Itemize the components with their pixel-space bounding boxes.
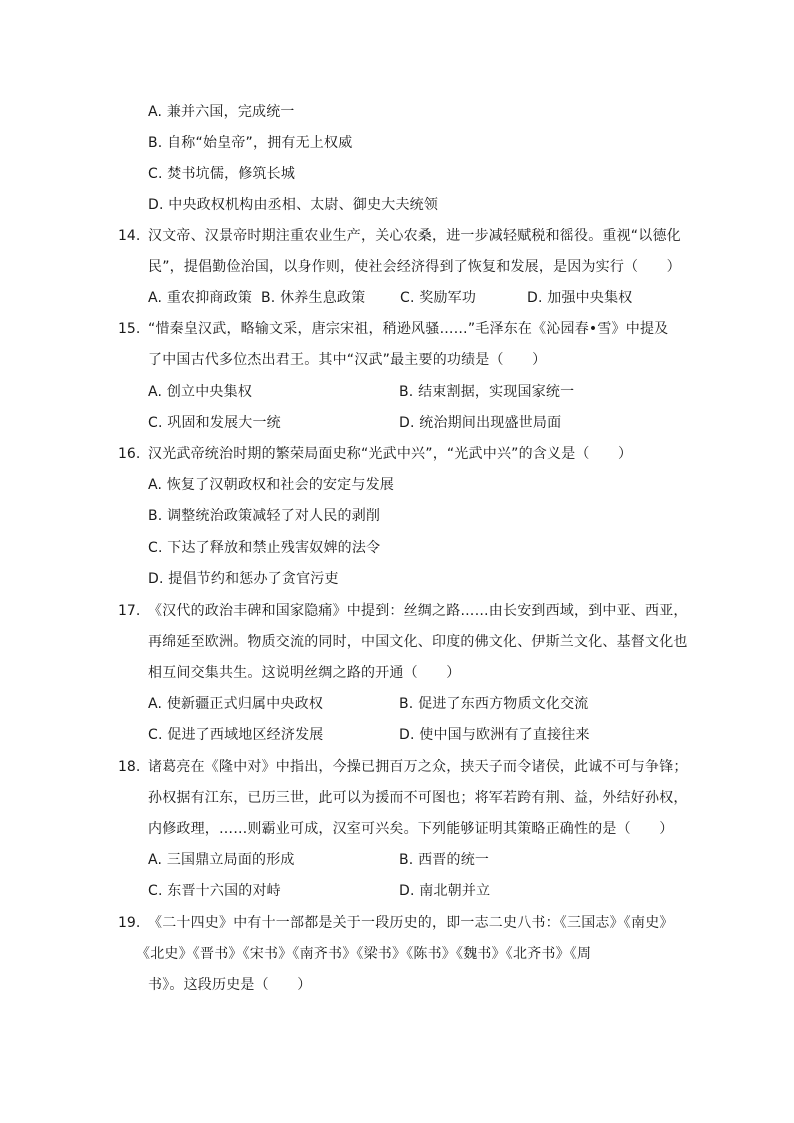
q14-option-c: C. 奖励军功 [400, 290, 477, 306]
q14-stem-line-2: 民”，提倡勤俭治国，以身作则，使社会经济得到了恢复和发展，是因为实行（ ） [148, 259, 681, 275]
q15-option-b: B. 结束割据，实现国家统一 [399, 384, 575, 400]
q13-option-a: A. 兼并六国，完成统一 [148, 104, 295, 120]
q19-stem-line-2: 《北史》《晋书》《宋书》《南齐书》《梁书》《陈书》《魏书》《北齐书》《周 [136, 946, 592, 962]
q15-option-a: A. 创立中央集权 [148, 384, 253, 400]
q16-option-a: A. 恢复了汉朝政权和社会的安定与发展 [148, 477, 395, 493]
q13-option-b: B. 自称“始皇帝”，拥有无上权威 [148, 135, 353, 151]
q16-option-c: C. 下达了释放和禁止残害奴婢的法令 [148, 540, 381, 556]
q15-stem-line-1: “惜秦皇汉武，略输文采，唐宗宋祖，稍逊风骚……”毛泽东在《沁园春•雪》中提及 [148, 321, 669, 337]
q17-option-b: B. 促进了东西方物质文化交流 [399, 696, 589, 712]
q16-option-d: D. 提倡节约和惩办了贪官污吏 [148, 571, 339, 587]
q19-stem-line-1: 《二十四史》中有十一部都是关于一段历史的，即一志二史八书：《三国志》《南史》 [148, 915, 674, 931]
q19-stem-line-3: 书》。这段历史是（ ） [148, 977, 312, 993]
q14-stem-line-1: 汉文帝、汉景帝时期注重农业生产，关心农桑，进一步减轻赋税和徭役。重视“以德化 [148, 228, 681, 244]
q16-number: 16. [118, 446, 141, 462]
q16-option-b: B. 调整统治政策减轻了对人民的剥削 [148, 508, 381, 524]
q17-stem-line-2: 再绵延至欧洲。物质交流的同时，中国文化、印度的佛文化、伊斯兰文化、基督文化也 [148, 634, 688, 650]
q18-option-b: B. 西晋的统一 [399, 852, 490, 868]
q17-option-c: C. 促进了西域地区经济发展 [148, 727, 324, 743]
q16-stem-line-1: 汉光武帝统治时期的繁荣局面史称“光武中兴”，“光武中兴”的含义是（ ） [148, 446, 633, 462]
q13-option-c: C. 焚书坑儒，修筑长城 [148, 166, 296, 182]
q18-stem-line-3: 内修政理，……则霸业可成，汉室可兴矣。下列能够证明其策略正确性的是（ ） [148, 821, 674, 837]
q17-option-a: A. 使新疆正式归属中央政权 [148, 696, 324, 712]
q17-stem-line-3: 相互间交集共生。这说明丝绸之路的开通（ ） [148, 665, 461, 681]
q15-number: 15. [118, 321, 141, 337]
q15-stem-line-2: 了中国古代多位杰出君王。其中“汉武”最主要的功绩是（ ） [148, 352, 547, 368]
q18-option-c: C. 东晋十六国的对峙 [148, 883, 281, 899]
q14-option-b: B. 休养生息政策 [261, 290, 366, 306]
q13-option-d: D. 中央政权机构由丞相、太尉、御史大夫统领 [148, 197, 439, 213]
q15-option-c: C. 巩固和发展大一统 [148, 415, 281, 431]
q15-option-d: D. 统治期间出现盛世局面 [399, 415, 562, 431]
q18-option-d: D. 南北朝并立 [399, 883, 491, 899]
q17-option-d: D. 使中国与欧洲有了直接往来 [399, 727, 590, 743]
q18-number: 18. [118, 759, 141, 775]
q14-number: 14. [118, 228, 141, 244]
q17-number: 17. [118, 603, 141, 619]
q18-stem-line-1: 诸葛亮在《隆中对》中指出，今操已拥百万之众，挟天子而令诸侯，此诚不可与争锋； [148, 759, 688, 775]
q19-number: 19. [118, 915, 141, 931]
q18-option-a: A. 三国鼎立局面的形成 [148, 852, 295, 868]
q17-stem-line-1: 《汉代的政治丰碑和国家隐痛》中提到：丝绸之路……由长安到西域，到中亚、西亚， [148, 603, 688, 619]
q18-stem-line-2: 孙权据有江东，已历三世，此可以为援而不可图也；将军若跨有荆、益，外结好孙权， [148, 790, 688, 806]
q14-option-d: D. 加强中央集权 [527, 290, 633, 306]
q14-option-a: A. 重农抑商政策 [148, 290, 253, 306]
